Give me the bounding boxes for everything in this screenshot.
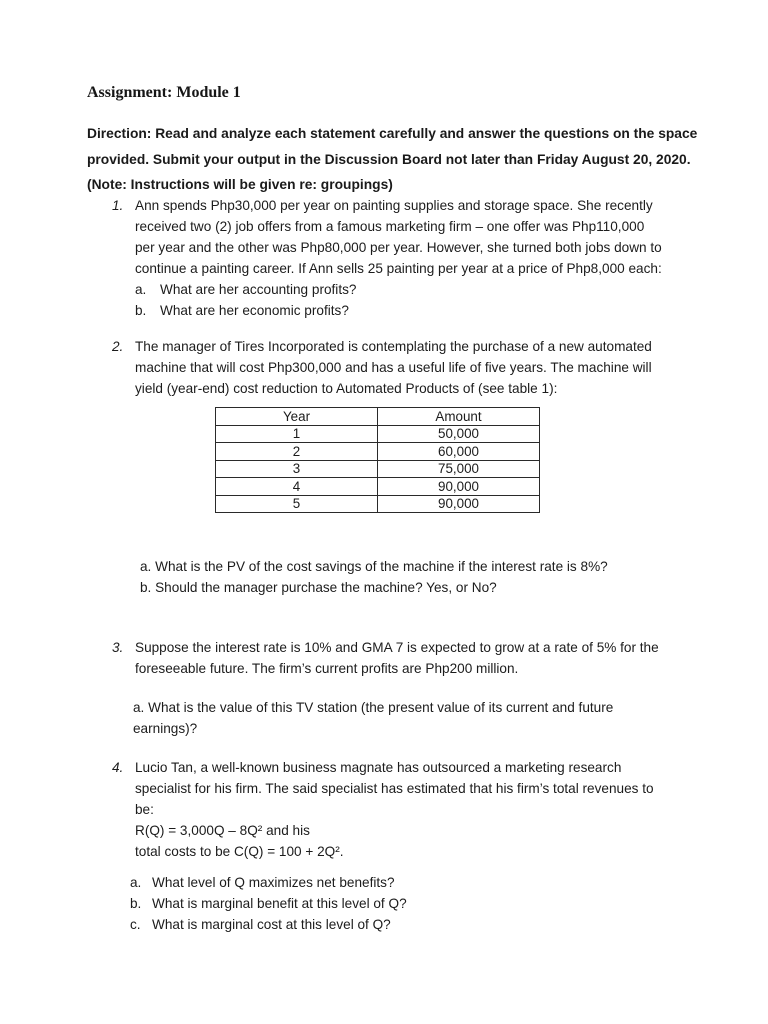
page-title: Assignment: Module 1	[87, 84, 241, 101]
revenue-formula: R(Q) = 3,000Q – 8Q² and his	[135, 823, 310, 838]
question-3	[112, 637, 659, 679]
question-4-sub-a	[130, 872, 407, 893]
sub-item-text: What is marginal cost at this level of Q?	[152, 917, 391, 932]
direction-line: Direction: Read and analyze each statement carefully and answer the questions on the space	[87, 126, 698, 141]
direction-paragraph	[87, 121, 697, 198]
question-line: per year and the other was Php80,000 per year. However, she turned both jobs down to	[135, 240, 662, 255]
question-line: Lucio Tan, a well-known business magnate has outsourced a marketing research	[135, 760, 622, 775]
question-line: received two (2) job offers from a famous marketing firm – one offer was Php110,000	[135, 219, 645, 234]
question-line: The manager of Tires Incorporated is contemplating the purchase of a new automated	[135, 339, 652, 354]
question-line: foreseeable future. The firm’s current profits are Php200 million.	[135, 661, 519, 676]
table-row	[216, 478, 540, 496]
question-2-sub-questions	[140, 556, 608, 598]
question-line: specialist for his firm. The said specialist has estimated that his firm’s total revenues to	[135, 781, 654, 796]
question-3-sub-question	[133, 697, 613, 739]
question-2	[112, 336, 652, 399]
table-cell-amount: 75,000	[378, 460, 540, 478]
sub-item-marker: b.	[135, 303, 147, 318]
direction-line: (Note: Instructions will be given re: groupings)	[87, 177, 393, 192]
sub-item-marker: c.	[130, 917, 141, 932]
table-cell-amount: 90,000	[378, 495, 540, 513]
question-4-sub-questions	[130, 872, 407, 935]
question-3-text	[135, 637, 659, 679]
question-4-sub-b	[130, 893, 407, 914]
question-3-number: 3.	[112, 640, 124, 655]
table-cell-amount: 50,000	[378, 425, 540, 443]
question-2-sub-b: b. Should the manager purchase the machine? Yes, or No?	[140, 580, 497, 595]
table-row	[216, 460, 540, 478]
cost-savings-table	[215, 407, 540, 513]
table-cell-amount: 90,000	[378, 478, 540, 496]
question-3-sub-a-line: earnings)?	[133, 721, 198, 736]
question-line: be:	[135, 802, 154, 817]
question-2-number: 2.	[112, 339, 124, 354]
table-header-amount: Amount	[378, 408, 540, 426]
sub-item-text: What are her accounting profits?	[160, 282, 357, 297]
direction-line: provided. Submit your output in the Discussion Board not later than Friday August 20, 2020.	[87, 151, 691, 167]
table-cell-amount: 60,000	[378, 443, 540, 461]
question-1-text	[135, 195, 662, 321]
sub-item-marker: a.	[135, 282, 147, 297]
question-line: continue a painting career. If Ann sells 25 painting per year at a price of Php8,000 each:	[135, 261, 662, 276]
question-3-sub-a-line: a. What is the value of this TV station (the present value of its current and future	[133, 700, 614, 715]
table-cell-year: 2	[216, 443, 378, 461]
question-1-number: 1.	[112, 198, 124, 213]
question-4-number: 4.	[112, 760, 124, 775]
sub-item-text: What is marginal benefit at this level of Q?	[152, 896, 407, 911]
table-cell-year: 1	[216, 425, 378, 443]
question-1-sub-b	[135, 300, 662, 321]
sub-item-text: What level of Q maximizes net benefits?	[152, 875, 395, 890]
table-cell-year: 3	[216, 460, 378, 478]
sub-item-marker: a.	[130, 875, 142, 890]
question-4-sub-c	[130, 914, 407, 935]
cost-formula: total costs to be C(Q) = 100 + 2Q².	[135, 844, 344, 859]
question-1	[112, 195, 662, 321]
question-2-text	[135, 336, 652, 399]
question-2-sub-a: a. What is the PV of the cost savings of the machine if the interest rate is 8%?	[140, 559, 608, 574]
table-header-year: Year	[216, 408, 378, 426]
question-4-text	[135, 757, 654, 862]
question-line: Ann spends Php30,000 per year on painting supplies and storage space. She recently	[135, 198, 653, 213]
table-row	[216, 425, 540, 443]
table-row	[216, 495, 540, 513]
sub-item-marker: b.	[130, 896, 142, 911]
question-line: Suppose the interest rate is 10% and GMA 7 is expected to grow at a rate of 5% for the	[135, 640, 659, 655]
table-row	[216, 443, 540, 461]
table-cell-year: 5	[216, 495, 378, 513]
sub-item-text: What are her economic profits?	[160, 303, 349, 318]
question-line: yield (year-end) cost reduction to Automated Products of (see table 1):	[135, 381, 558, 396]
question-4	[112, 757, 654, 862]
question-1-sub-a	[135, 279, 662, 300]
table-header-row	[216, 408, 540, 426]
table-cell-year: 4	[216, 478, 378, 496]
question-line: machine that will cost Php300,000 and has a useful life of five years. The machine will	[135, 360, 652, 375]
